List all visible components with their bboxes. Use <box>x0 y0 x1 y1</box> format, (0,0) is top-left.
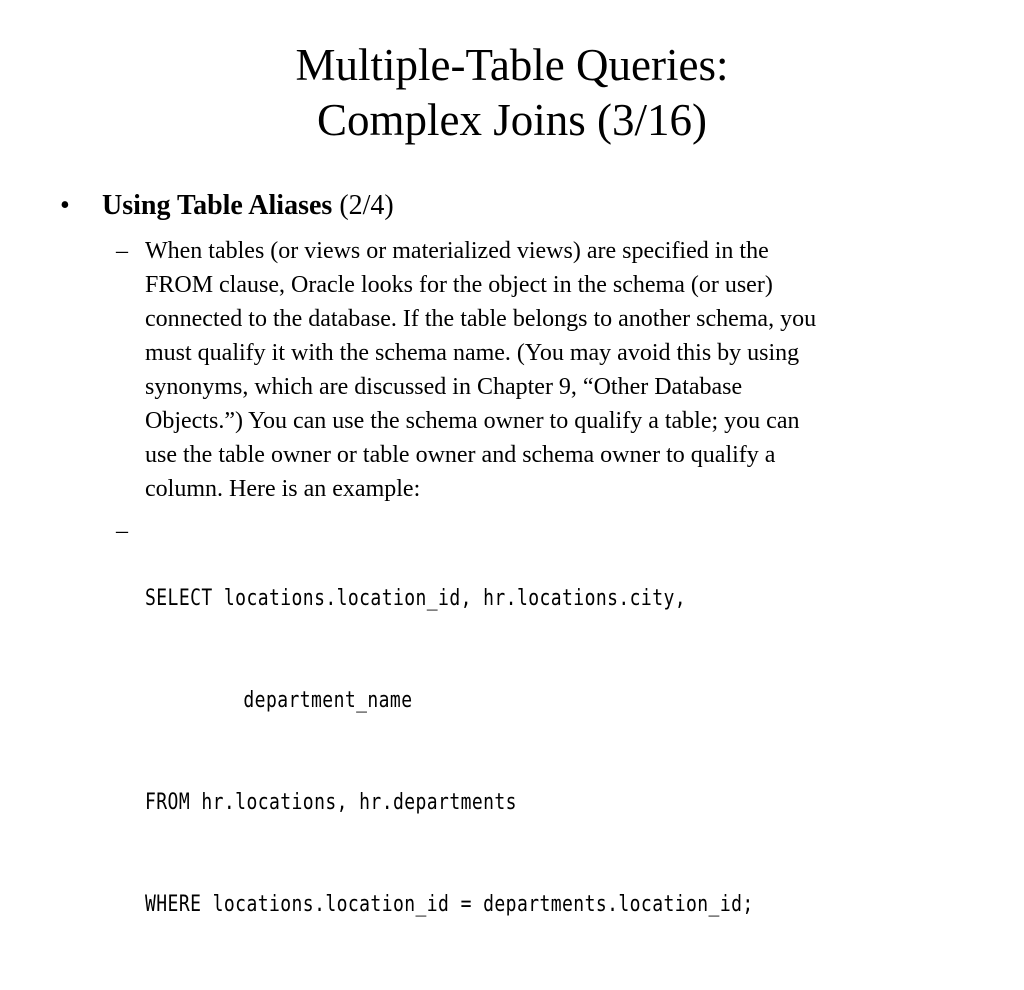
bullet-suffix: (2/4) <box>332 190 394 221</box>
paragraph-line: FROM clause, Oracle looks for the object in the schema (or user) <box>145 272 773 298</box>
title-line-2: Complex Joins (3/16) <box>317 95 707 145</box>
paragraph-line: synonyms, which are discussed in Chapter 9, “Other Database <box>145 374 743 400</box>
code-line-from: FROM hr.locations, hr.departments <box>145 790 517 815</box>
bullet-text <box>102 188 394 224</box>
paragraph <box>145 234 957 506</box>
code-line-select: SELECT locations.location_id, hr.locations.city, <box>145 586 687 611</box>
paragraph-line: connected to the database. If the table belongs to another schema, you <box>145 306 817 332</box>
paragraph-line: must qualify it with the schema name. (You may avoid this by using <box>145 340 800 366</box>
slide-title <box>0 38 1024 148</box>
paragraph-line: When tables (or views or materialized views) are specified in the <box>145 238 769 264</box>
title-line-1: Multiple-Table Queries: <box>295 40 729 90</box>
paragraph-line: column. Here is an example: <box>145 476 421 502</box>
sub-marker: – <box>116 518 128 544</box>
code-line-continuation: department_name <box>243 688 413 713</box>
sql-code <box>145 514 811 990</box>
code-line-where: WHERE locations.location_id = departments.location_id; <box>145 892 754 917</box>
bullet-heading: Using Table Aliases <box>102 190 333 221</box>
bullet-marker: • <box>60 190 70 221</box>
sub-marker: – <box>116 238 128 264</box>
code-block <box>145 514 957 990</box>
paragraph-line: Objects.”) You can use the schema owner to qualify a table; you can <box>145 408 800 434</box>
paragraph-line: use the table owner or table owner and schema owner to qualify a <box>145 442 776 468</box>
